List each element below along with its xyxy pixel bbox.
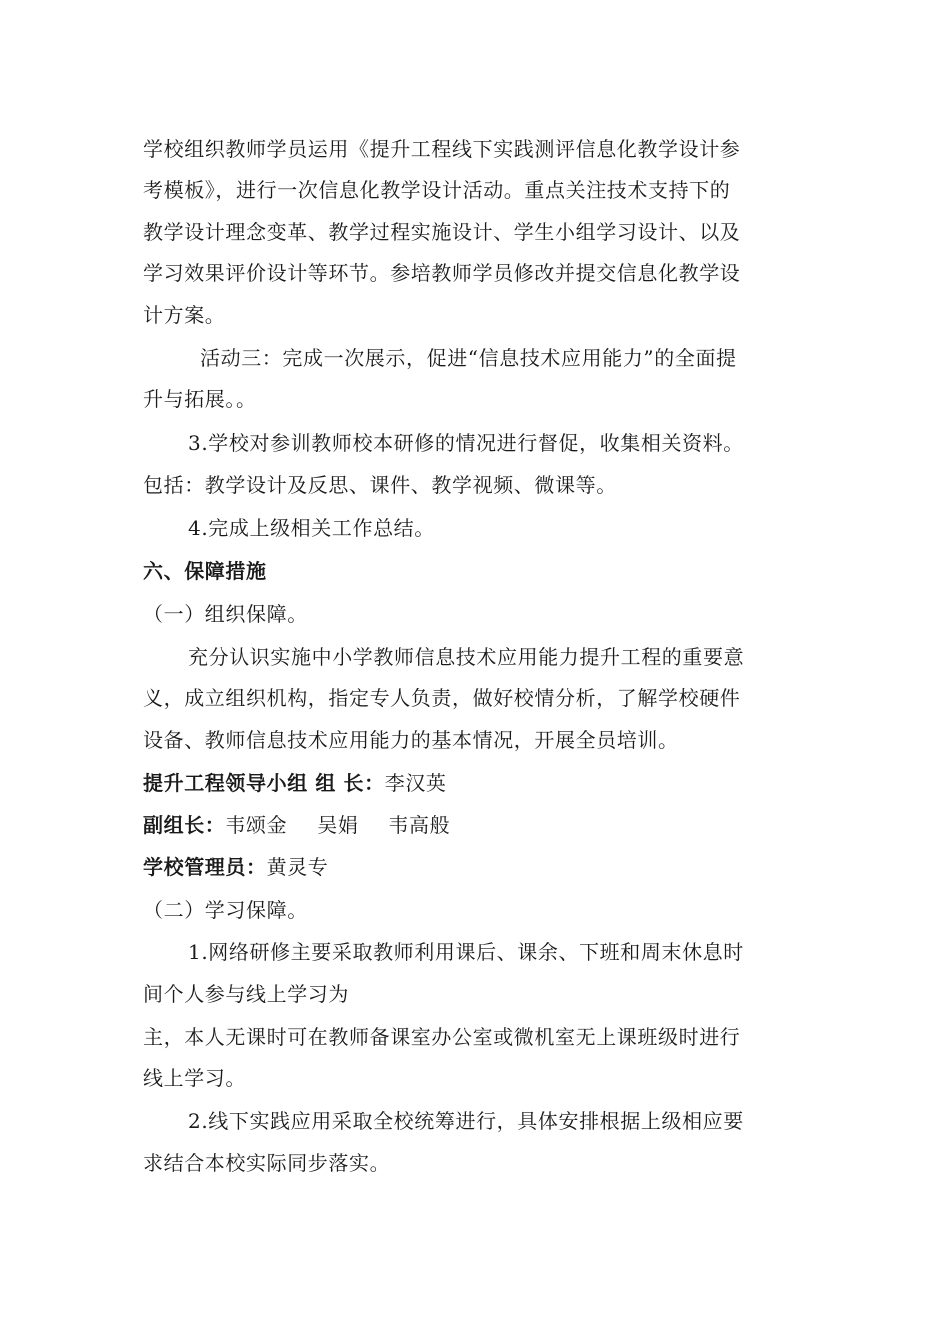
- deputy-name: 韦颂金: [225, 813, 288, 837]
- paragraph-line: 计方案。: [143, 303, 226, 327]
- deputy-name: 韦高般: [388, 813, 451, 837]
- leader-line: [143, 769, 447, 797]
- study-paragraph-line: 线上学习。: [143, 1066, 246, 1090]
- subsection-heading-org: （一）组织保障。: [143, 602, 308, 626]
- leader-label: 提升工程领导小组 组 长：: [143, 771, 385, 795]
- subsection-heading-study: （二）学习保障。: [143, 898, 308, 922]
- paragraph-line: 学校组织教师学员运用《提升工程线下实践测评信息化教学设计参: [143, 137, 741, 161]
- paragraph-line: 学习效果评价设计等环节。参培教师学员修改并提交信息化教学设: [143, 261, 741, 285]
- study-paragraph-line: 主，本人无课时可在教师备课室办公室或微机室无上课班级时进行: [143, 1025, 741, 1049]
- study-paragraph-line: 2.线下实践应用采取全校统筹进行，具体安排根据上级相应要: [188, 1109, 744, 1133]
- admin-label: 学校管理员：: [143, 855, 267, 879]
- paragraph-line: 考模板》，进行一次信息化教学设计活动。重点关注技术支持下的: [143, 178, 731, 202]
- item-3-line: 3.学校对参训教师校本研修的情况进行督促，收集相关资料。: [188, 431, 744, 455]
- deputy-name: 吴娟: [317, 813, 359, 837]
- study-paragraph-line: 间个人参与线上学习为: [143, 982, 349, 1006]
- admin-line: [143, 853, 328, 881]
- leader-name: 李汉英: [384, 771, 447, 795]
- study-paragraph-line: 求结合本校实际同步落实。: [143, 1151, 391, 1175]
- paragraph-line: 升与拓展。。: [143, 387, 257, 411]
- admin-name: 黄灵专: [266, 855, 329, 879]
- study-paragraph-line: 1.网络研修主要采取教师利用课后、课余、下班和周末休息时: [188, 940, 744, 964]
- activity-three-line: 活动三：完成一次展示，促进“信息技术应用能力”的全面提: [200, 346, 737, 370]
- org-paragraph-line: 设备、教师信息技术应用能力的基本情况，开展全员培训。: [143, 728, 679, 752]
- deputy-line: [143, 811, 450, 839]
- org-paragraph-line: 充分认识实施中小学教师信息技术应用能力提升工程的重要意: [188, 645, 745, 669]
- org-paragraph-line: 义，成立组织机构，指定专人负责，做好校情分析，了解学校硬件: [143, 686, 741, 710]
- item-4-line: 4.完成上级相关工作总结。: [188, 516, 435, 540]
- section-heading: 六、保障措施: [143, 559, 267, 583]
- deputy-label: 副组长：: [143, 813, 226, 837]
- paragraph-line: 教学设计理念变革、教学过程实施设计、学生小组学习设计、以及: [143, 220, 741, 244]
- paragraph-line: 包括：教学设计及反思、课件、教学视频、微课等。: [143, 473, 617, 497]
